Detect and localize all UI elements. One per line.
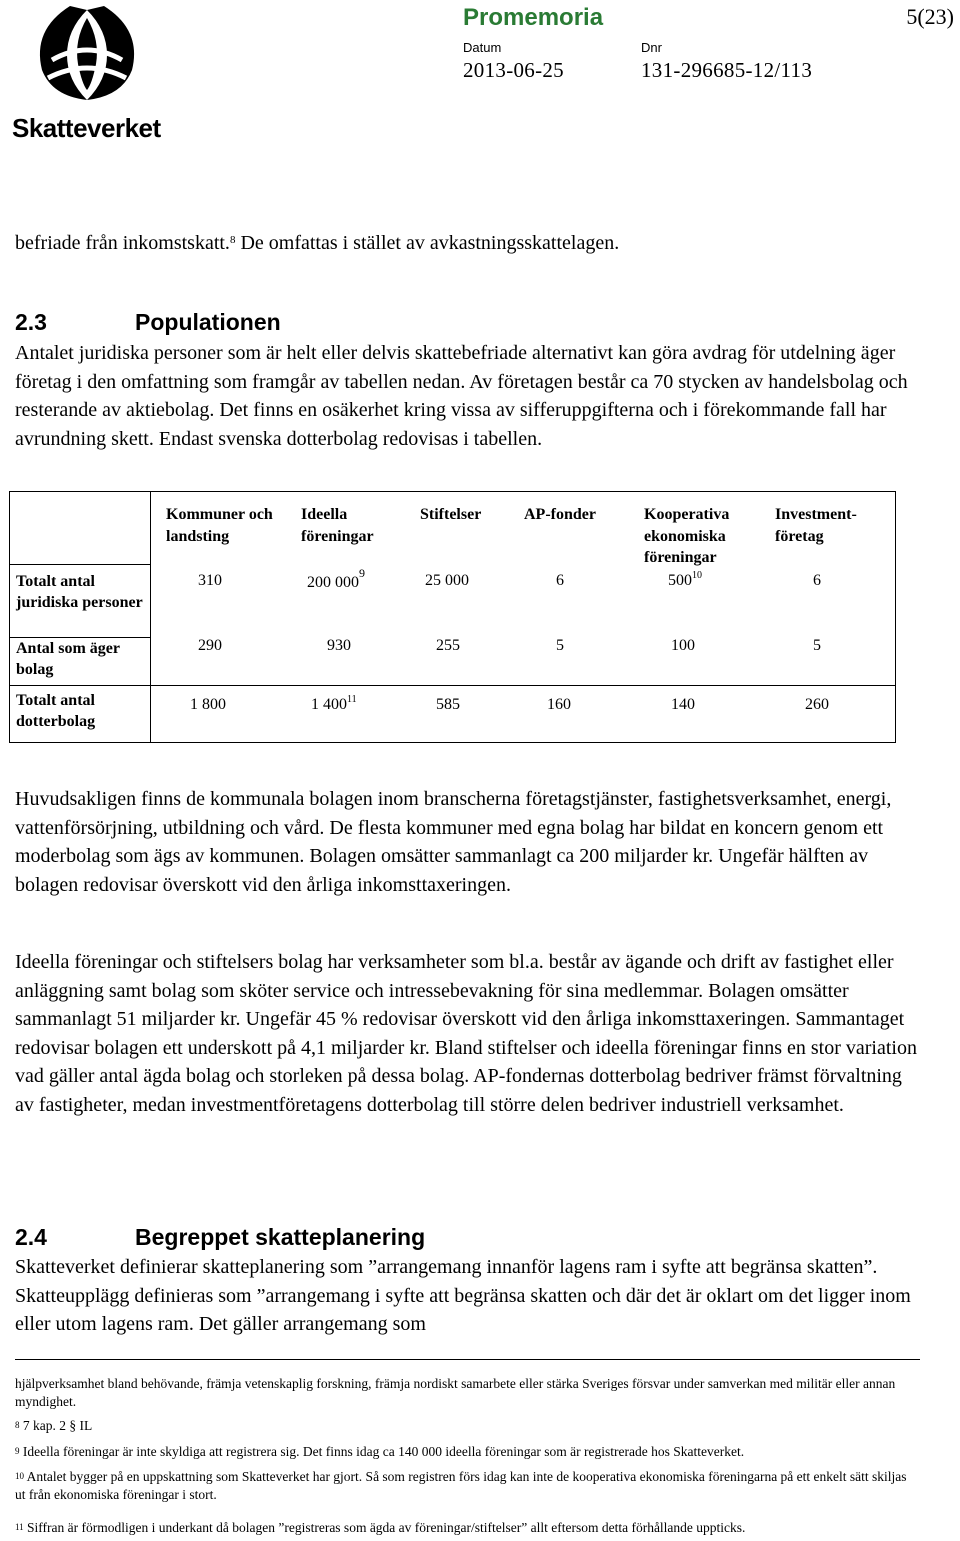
document-header: [463, 0, 960, 90]
table-cell: 585: [436, 695, 460, 713]
column-header: Investment-företag: [775, 506, 857, 545]
table-cell: 160: [547, 695, 571, 713]
section-heading: 2.4 Begreppet skatteplanering: [15, 1224, 426, 1250]
column-header: AP-fonder: [524, 506, 596, 523]
column-header: Ideella föreningar: [301, 506, 374, 545]
table-cell: 930: [327, 637, 351, 654]
table-cell: 1 800: [190, 695, 226, 713]
table-cell: 310: [198, 572, 222, 589]
section-paragraph: Skatteverket definierar skatteplanering som ”arrangemang innanför lagens ram i syfte att begränsa skatten”. Skatteupplägg definieras som ”arrangemang i syfte att begränsa skatten och där det är oklart om det ligger inom eller utom lagens ram. Det gäller arrangemang som: [15, 1256, 911, 1336]
footnote-item: $^8$ 7 kap. 2 § IL: [15, 1418, 93, 1433]
footnote-item: $^{10}$ Antalet bygger på en uppskattning som Skatteverket har gjort. Så som registren förs idag kan inte de kooperativa ekonomiska föreningarna på ett enkelt sätt skiljas ut från ekonomiska föreningar i stort.: [15, 1469, 907, 1502]
footnote-ref: 11: [347, 693, 357, 705]
table-cell: 25 000: [425, 572, 469, 589]
date-value: 2013-06-25: [463, 58, 564, 82]
body-paragraph: Ideella föreningar och stiftelsers bolag har verksamheter som bl.a. består av ägande och drift av fastighet eller anläggning samt bolag som sköter service och intressebevakning för sina medlemmar. Bolagen omsätter sammanlagt 51 miljarder kr. Ungefär 45 % redovisar överskott vid den årliga inkomsttaxeringen. Sammantaget redovisar bolagen ett underskott på 4,1 miljarder kr. Bland stiftelser och ideella föreningar finns en stor variation vad gäller antal ägda bolag och storleken på dessa bolag. AP-fondernas dotterbolag bedriver främst förvaltning av fastigheter, medan investmentföretagens dotterbolag till större delen bedriver industriell verksamhet.: [15, 951, 917, 1116]
table-cell: 500: [668, 572, 692, 589]
table-cell: 6: [813, 572, 821, 589]
footnote-item: $^{11}$ Siffran är förmodligen i underkant då bolagen ”registreras som ägda av föreningar/stiftelser” allt eftersom detta förhållande uppticks.: [15, 1520, 746, 1535]
footnote-ref: 10: [692, 570, 702, 581]
table-cell: 260: [805, 695, 829, 713]
footnote-continuation: hjälpverksamhet bland behövande, främja vetenskaplig forskning, främja nordiskt samarbete eller stärka Sveriges försvar under samverkan med militär eller annan myndighet.: [15, 1376, 896, 1409]
page-number: 5(23): [906, 4, 954, 29]
table-values-block: [151, 685, 896, 742]
table-cell: 6: [556, 572, 564, 589]
footnote-ref: 8: [229, 234, 236, 246]
column-header: Kommuner och landsting: [166, 506, 273, 545]
footnote-divider: [15, 1359, 920, 1360]
column-header: Stiftelser: [420, 506, 482, 523]
crown-emblem-icon: [12, 0, 162, 112]
skatteverket-logo: [12, 0, 167, 150]
table-cell: 5: [813, 637, 821, 654]
logo-wordmark: Skatteverket: [12, 113, 161, 143]
footnote-item: $^9$ Ideella föreningar är inte skyldiga att registrera sig. Det finns idag ca 140 000 ideella föreningar som är registrerade hos Skatteverket.: [15, 1444, 745, 1459]
body-paragraph: Huvudsakligen finns de kommunala bolagen inom branscherna företagstjänster, fastighetsverksamhet, energi, vattenförsörjning, utbildning och vård. De flesta kommuner med egna bolag har bildat en koncern genom ett moderbolag som ägs av kommunen. Bolagen omsätter sammanlagt ca 200 miljarder kr. Ungefär hälften av bolagen redovisar överskott vid den årliga inkomsttaxeringen.: [15, 788, 892, 896]
table-cell: 255: [436, 637, 460, 654]
date-label: Datum: [463, 40, 502, 55]
document-type: Promemoria: [463, 4, 604, 31]
row-header-cell: [10, 564, 151, 685]
section-paragraph: Antalet juridiska personer som är helt eller delvis skattebefriade alternativt kan göra avdrag för utdelning äger företag i den omfattning som framgår av tabellen nedan. Av företagen består ca 70 stycken av handelsbolag och resterande av aktiebolag. Det finns en osäkerhet kring vissa av sifferuppgifterna och i förekommande fall har avrundning skett. Endast svenska dotterbolag redovisas i tabellen.: [15, 342, 908, 450]
table-cell: 5: [556, 637, 564, 654]
row-label: Antal som äger bolag: [10, 637, 150, 681]
table-cell: 100: [671, 637, 695, 654]
column-header: Kooperativa ekonomiska föreningar: [644, 506, 730, 566]
table-corner: [10, 492, 151, 565]
intro-paragraph: befriade från inkomstskatt.$^8$ De omfattas i stället av avkastningsskattelagen.: [15, 232, 620, 254]
population-table: [9, 491, 896, 743]
footnote-ref: 9: [359, 566, 365, 580]
dnr-label: Dnr: [641, 40, 662, 55]
table-cell: 1 400: [311, 695, 347, 713]
row-label: Totalt antal dotterbolag: [10, 685, 151, 742]
table-cell: 140: [671, 695, 695, 713]
table-header-row: [151, 492, 896, 565]
table-values-block: [151, 564, 896, 685]
row-label: Totalt antal juridiska personer: [16, 572, 143, 611]
section-heading: 2.3 Populationen: [15, 309, 281, 335]
table-cell: 290: [198, 637, 222, 654]
dnr-value: 131-296685-12/113: [641, 58, 813, 82]
table-cell: 200 000: [307, 574, 359, 591]
